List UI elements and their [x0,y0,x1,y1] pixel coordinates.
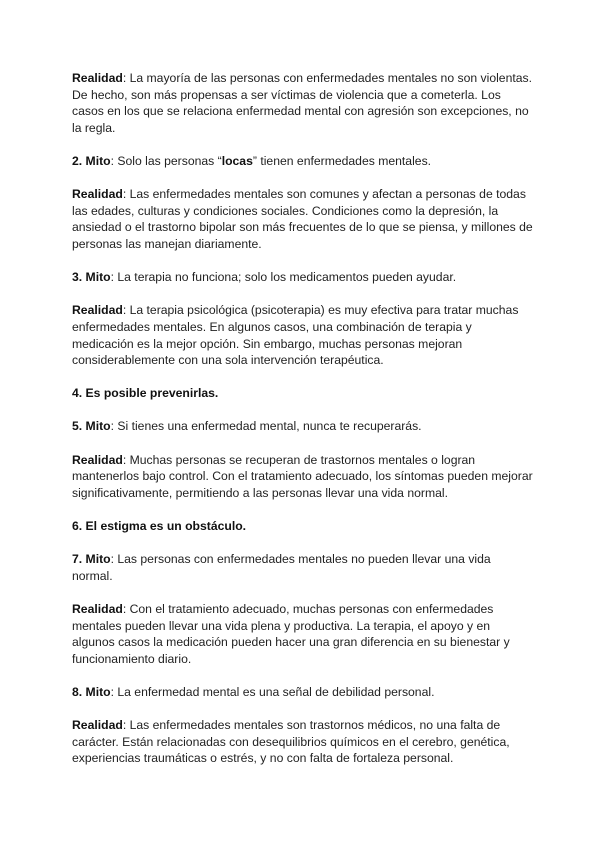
paragraph-text: : Solo las personas “ [110,153,222,168]
realidad-paragraph-weakness [72,717,534,767]
paragraph-text: : Las enfermedades mentales son trastornos médicos, no una falta de carácter. Están relacionadas con desequilibrios químicos en el cerebro, genética, experiencias traumáticas o estrés, y no con falta de fortaleza personal. [72,718,510,766]
mito-3-paragraph [72,269,534,286]
paragraph-text: : Las personas con enfermedades mentales no pueden llevar una vida normal. [72,552,491,583]
heading-6-stigma [72,518,534,535]
document-page [72,70,534,784]
paragraph-label: 5. Mito [72,419,111,434]
paragraph-text: : La terapia no funciona; solo los medicamentos pueden ayudar. [110,270,457,285]
realidad-paragraph-common [72,186,534,252]
mito-8-paragraph [72,684,534,701]
paragraph-label: Realidad [72,71,123,85]
paragraph-text: : La terapia psicológica (psicoterapia) es muy efectiva para tratar muchas enfermedades mentales. En algunos casos, una combinación de terapia y medicación es la mejor opción. Sin embargo, muchas personas mejoran considerablemente con una sola intervención terapéutica. [72,303,519,368]
mito-7-paragraph [72,551,534,584]
paragraph-text: : Muchas personas se recuperan de trastornos mentales o logran mantenerlos bajo control. Con el tratamiento adecuado, los síntomas pueden mejorar significativamente, permitiendo a las personas llevar una vida normal. [72,452,533,500]
paragraph-text: : La mayoría de las personas con enfermedades mentales no son violentas. De hecho, son más propensas a ser víctimas de violencia que a cometerla. Los casos en los que se relaciona enfermedad mental con agresión son excepciones, no la regla. [72,71,533,135]
paragraph-label: Realidad [72,602,123,616]
realidad-paragraph-normal-life [72,601,534,667]
paragraph-label: 8. Mito [72,684,111,699]
paragraph-text: : Si tienes una enfermedad mental, nunca te recuperarás. [110,419,422,434]
paragraph-label: 7. Mito [72,552,111,567]
paragraph-label: Realidad [72,187,123,202]
mito-5-paragraph [72,418,534,435]
heading-4-prevention [72,385,534,402]
mito-2-paragraph [72,153,534,170]
section-heading: 6. El estigma es un obstáculo. [72,519,247,534]
paragraph-text: : La enfermedad mental es una señal de debilidad personal. [110,684,435,699]
realidad-paragraph-violence [72,70,534,136]
emphasis-word: locas [221,153,253,168]
paragraph-text: : Con el tratamiento adecuado, muchas personas con enfermedades mentales pueden llevar una vida plena y productiva. La terapia, el apoyo y en algunos casos la medicación pueden hacer una gran diferencia en su bienestar y funcionamiento diario. [72,602,510,666]
paragraph-label: 3. Mito [72,270,111,285]
paragraph-label: Realidad [72,718,123,733]
realidad-paragraph-recovery [72,452,534,502]
paragraph-label: 2. Mito [72,153,111,168]
paragraph-text-after: ” tienen enfermedades mentales. [252,153,432,168]
section-heading: 4. Es posible prevenirlas. [72,386,219,401]
paragraph-text: : Las enfermedades mentales son comunes y afectan a personas de todas las edades, culturas y condiciones sociales. Condiciones como la depresión, la ansiedad o el trastorno bipolar son más frecuentes de lo que se piensa, y millones de personas las manejan diariamente. [72,187,533,251]
paragraph-label: Realidad [72,452,123,467]
paragraph-label: Realidad [72,303,123,318]
realidad-paragraph-therapy [72,302,534,368]
